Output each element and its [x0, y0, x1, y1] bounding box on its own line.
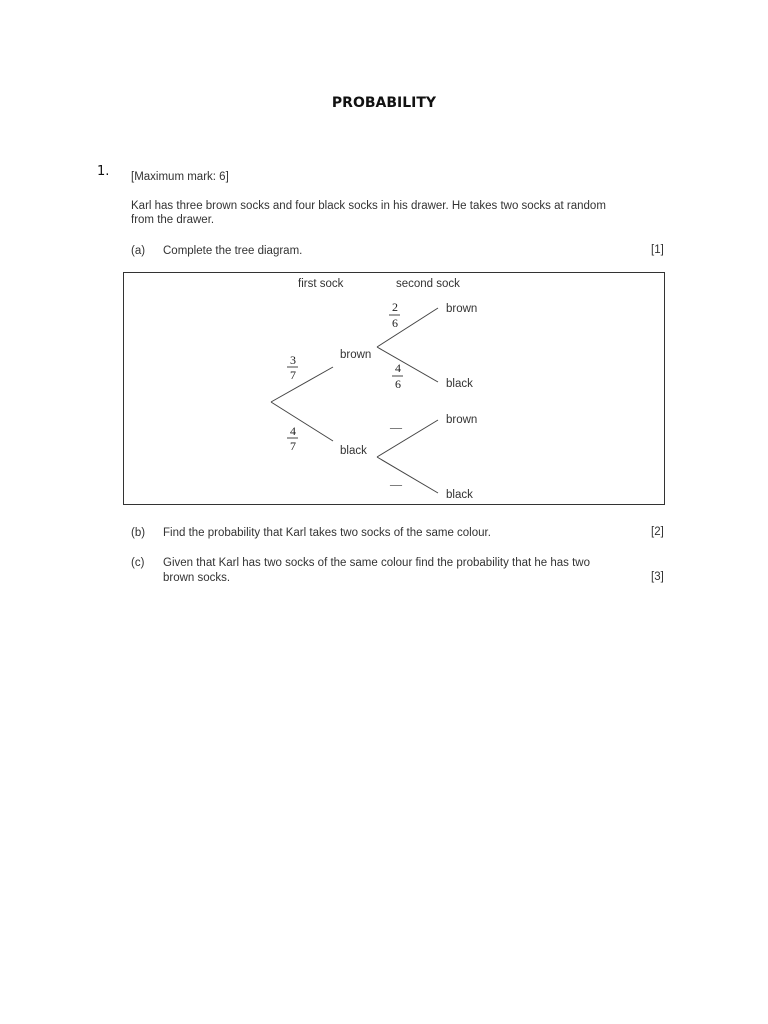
- leaf-brown-black: black: [446, 378, 473, 390]
- part-b-text: Find the probability that Karl takes two socks of the same colour.: [163, 527, 491, 539]
- header-first-sock: first sock: [298, 278, 344, 290]
- part-c-mark: [3]: [651, 571, 664, 583]
- branch-black-black: [377, 457, 438, 493]
- header-second-sock: second sock: [396, 278, 460, 290]
- branch-black-brown: [377, 420, 438, 457]
- node-first-black: black: [340, 445, 367, 457]
- prob-brown-brown-num: 2: [392, 300, 398, 314]
- prob-brown-brown-den: 6: [392, 316, 398, 330]
- prob-brown-black-den: 6: [395, 377, 401, 391]
- part-c-line2: brown socks.: [163, 572, 231, 584]
- leaf-black-black: black: [446, 489, 473, 501]
- prob-first-brown-num: 3: [290, 353, 296, 367]
- question-number: 1.: [97, 164, 110, 179]
- part-c-label: (c): [131, 557, 145, 569]
- part-b-label: (b): [131, 527, 146, 539]
- prob-first-black-den: 7: [290, 439, 296, 453]
- question-intro-line2: from the drawer.: [131, 214, 215, 226]
- leaf-brown-brown: brown: [446, 303, 478, 315]
- part-b-mark: [2]: [651, 526, 664, 538]
- prob-brown-black-num: 4: [395, 361, 401, 375]
- page-title: PROBABILITY: [331, 95, 437, 111]
- branch-brown-brown: [377, 308, 438, 347]
- blank-black-brown: —: [390, 420, 402, 434]
- max-mark: [Maximum mark: 6]: [131, 171, 229, 183]
- question-intro-line1: Karl has three brown socks and four black socks in his drawer. He takes two socks at random: [131, 200, 606, 212]
- branch-brown-black: [377, 347, 438, 382]
- node-first-brown: brown: [340, 349, 372, 361]
- branch-first-brown: [271, 367, 333, 402]
- leaf-black-brown: brown: [446, 414, 478, 426]
- prob-first-brown-den: 7: [290, 368, 296, 382]
- part-a-text: Complete the tree diagram.: [163, 245, 303, 257]
- prob-first-black-num: 4: [290, 424, 296, 438]
- blank-black-black: —: [390, 477, 402, 491]
- branch-first-black: [271, 402, 333, 441]
- part-c-line1: Given that Karl has two socks of the same colour find the probability that he has two: [163, 557, 591, 569]
- part-a-mark: [1]: [651, 244, 664, 256]
- part-a-label: (a): [131, 245, 146, 257]
